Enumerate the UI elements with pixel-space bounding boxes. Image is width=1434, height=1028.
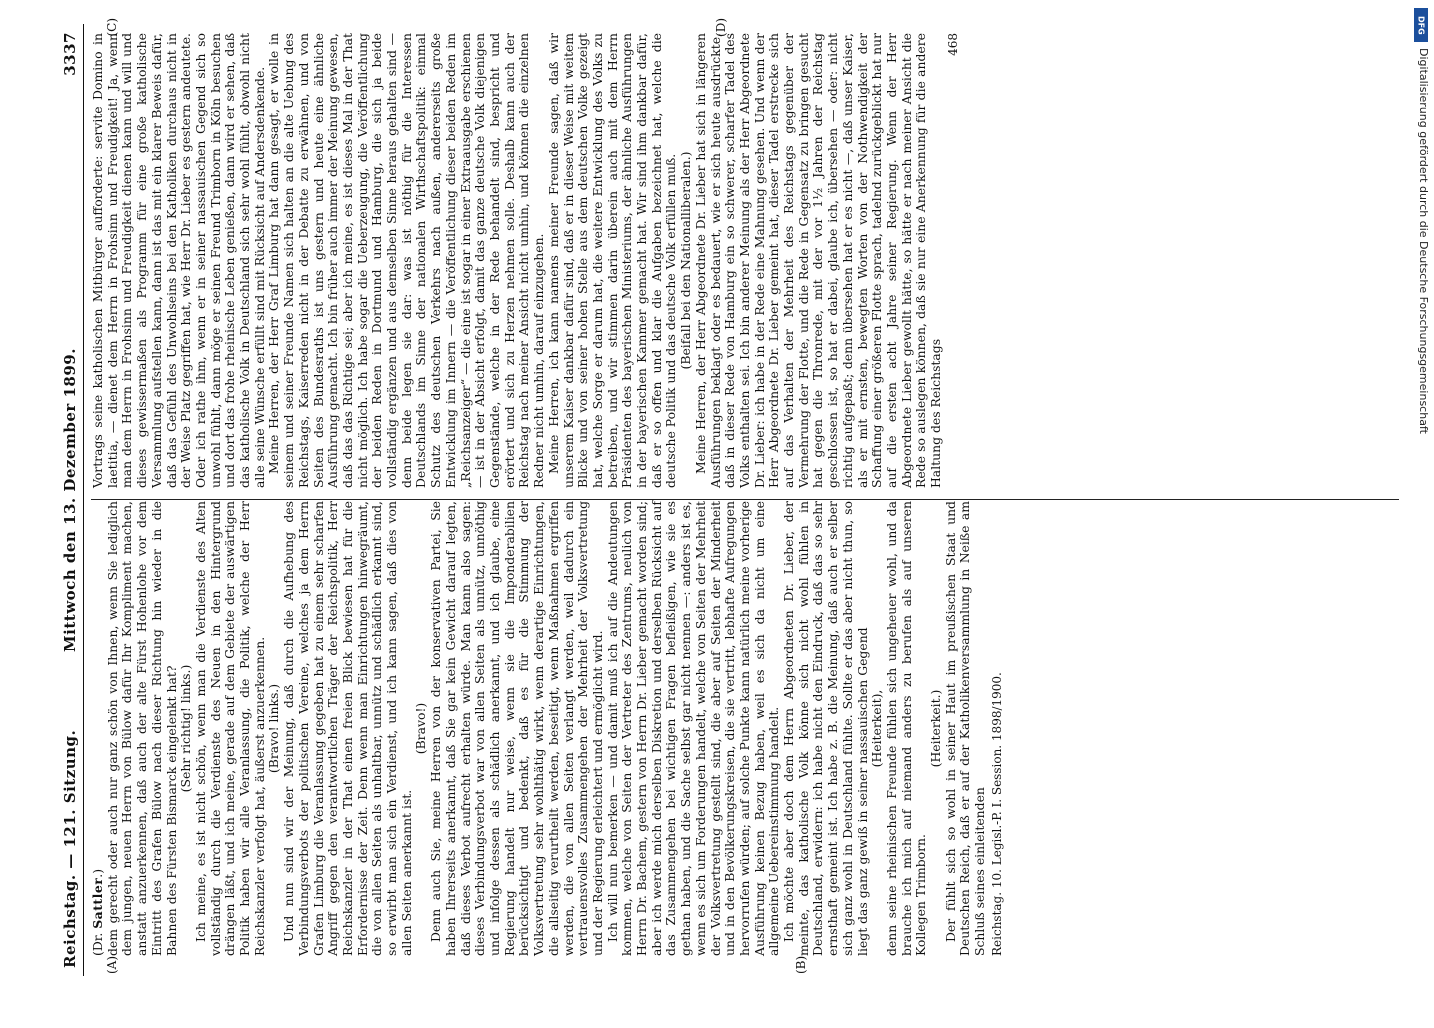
interjection: (Heiterkeit), bbox=[869, 689, 885, 768]
page-footer: Reichstag. 10. Legisl.-P. I. Session. 1898/1900. bbox=[989, 672, 1004, 956]
header-session: Reichstag. — 121. Sitzung. bbox=[61, 729, 79, 968]
header-rule bbox=[83, 24, 84, 976]
paragraph: denn seine rheinischen Freunde fühlen sich ungeheuer wohl, und da brauche ich mich auf niemand anders zu berufen als auf unseren Kollegen Trimborn. bbox=[883, 501, 929, 956]
margin-mark-b: (B) bbox=[794, 955, 808, 974]
newspaper-page bbox=[59, 18, 1399, 976]
paragraph: Vortrags seine katholischen Mitbürger aufforderte: servite Domino in laetitia, — dienet dem Herrn in Frohsinn und Freudigkeit! Ja, wenn man dem Herrn in Frohsinn und Freudigkeit dienen kann und will und dieses gewissermaßen als Programm für eine große katholische Versammlung aufstellen kann, dann ist das mit ein klarer Beweis dafür, daß das Gefühl des Unwohlseins bei den Katholiken durchaus nicht in der Weise Platz gegriffen hat, wie Herr Dr. Lieber es gestern andeutete. Oder ich rathe ihm, wenn er in seiner nassauischen Gegend sich so unwohl fühlt, dann möge er seinen Freund Trimborn in Köln besuchen und dort das frohe rheinische Leben genießen, dann wird er sehen, daß das katholische Volk in Deutschland sich sehr wohl fühlt, obwohl nicht alle seine Wünsche erfüllt sind mit Rücksicht auf Andersdenkende. bbox=[90, 33, 267, 488]
column-separator bbox=[91, 499, 1399, 500]
interjection: (Beifall bei den Nationalliberalen.) bbox=[678, 151, 694, 370]
digitization-sidebar bbox=[1408, 0, 1434, 1000]
speaker-suffix: .) bbox=[90, 868, 105, 878]
dfg-logo: DFG bbox=[1414, 8, 1428, 42]
paragraph: Meine Herren, der Herr Abgeordnete Dr. Lieber hat sich in längeren Ausführungen beklagt oder es bedauert, wie er sich heute ausdrückte, daß in dieser Rede von Hamburg ein so schwerer, scharfer Tadel des Volks enthalten sei. Ich bin anderer Meinung als der Herr Abgeordnete Dr. Lieber: ich habe in der Rede eine Mahnung gesehen. Und wenn der Herr Abgeordnete Dr. Lieber gemeint hat, dieser Tadel erstrecke sich auf das Verhalten der Mehrheit des Reichstags gegenüber der Vermehrung der Flotte, und die Rede in Gegensatz zu bringen gesucht hat gegen die Thronrede, mit der vor 1½ Jahren der Reichstag geschlossen ist, so hat er dabei, glaube ich, übersehen — oder: nicht richtig aufgepaßt; denn übersehen hat er es nicht —, daß unser Kaiser, als er mit ernsten, bewegten Worten von der Nothwendigkeit der Schaffung einer größeren Flotte sprach, tadelnd zurückgeblickt hat nur auf die ersten acht Jahre seiner Regierung. Wenn der Herr Abgeordnete Lieber gewollt hätte, so hätte er nach meiner Ansicht die Rede so auslegen können, daß sie nur eine Anerkennung für die andere Haltung des Reichstags bbox=[692, 33, 944, 488]
page-header bbox=[59, 24, 85, 976]
signature-mark: 468 bbox=[945, 33, 960, 56]
speaker-prefix: (Dr. bbox=[90, 928, 105, 956]
margin-mark-d: (D) bbox=[714, 18, 728, 37]
header-date: Mittwoch den 13. Dezember 1899. bbox=[61, 348, 79, 652]
interjection: (Bravo!) bbox=[413, 702, 429, 755]
digitization-credit: Digitalisierung gefördert durch die Deutsche Forschungsgemeinschaft bbox=[1417, 48, 1430, 434]
interjection: (Bravo! links.) bbox=[266, 683, 282, 774]
paragraph: Ich will nun bemerken — und damit muß ich auf die Andeutungen kommen, welche von Seiten der Vertreter des Zentrums, neulich von Herrn Dr. Bachem, gestern von Herrn Dr. Lieber gemacht worden sind; aber ich werde mich derselben Diskretion und derselben Rücksicht auf das Zusammengehen bei wichtigen Fragen befleißigen, wie sie es gethan haben, und die Sache selbst gar nicht nennen —: anders ist es, wenn es sich um Forderungen handelt, welche von Seiten der Mehrheit der Volksvertretung gestellt sind, die aber auf Seiten der Minderheit und in den Bevölkerungskreisen, die sie vertritt, lebhafte Aufregungen hervorrufen würden; auf solche Punkte kann natürlich meine vorherige Ausführung keinen Bezug haben, weil es sich da nicht um eine allgemeine Uebereinstimmung handelt. bbox=[604, 501, 782, 956]
paragraph: Ich möchte aber doch dem Herrn Abgeordneten Dr. Lieber, der meinte, das katholische Volk könne sich nicht wohl fühlen in Deutschland, erwidern: ich habe nicht den Eindruck, daß das so sehr ernsthaft gemeint ist. Ich habe z. B. die Meinung, daß auch er selber sich ganz wohl in Deutschland fühlte. Sollte er das aber nicht thun, so liegt das ganz gewiß in seiner nassauischen Gegend bbox=[781, 501, 870, 956]
paragraph: Meine Herren, der Herr Graf Limburg hat dann gesagt, er wolle in seinem und seiner Freunde Namen sich halten an die alte Uebung des Reichstags, Kaiserreden nicht in der Debatte zu erwähnen, und von Seiten des Bundesraths ist uns gestern und heute eine ähnliche Ausführung gemacht. Ich bin früher auch immer der Meinung gewesen, daß das das Richtige sei; aber ich meine, es ist dieses Mal in der That nicht möglich. Ich habe sogar die Ueberzeugung, die Veröffentlichung der beiden Reden in Dortmund und Hamburg, die sich ja beide vollständig ergänzen und aus demselben Sinne heraus gehalten sind — denn beide legen sie dar: was ist nöthig für die Interessen Deutschlands im Sinne der nationalen Wirthschaftspolitik: einmal Schutz des deutschen Verkehrs nach außen, andererseits große Entwicklung im Innern — die Veröffentlichung dieser beiden Reden im „Reichsanzeiger“ — die eine ist sogar in einer Extraausgabe erschienen — ist in der Absicht erfolgt, damit das ganze deutsche Volk diejenigen Gegenstände, welche in der Rede behandelt sind, bespricht und erörtert und sich zu Herzen nehmen solle. Deshalb kann auch der Reichstag nach meiner Ansicht nicht umhin, und können die einzelnen Redner nicht umhin, darauf einzugehen. bbox=[266, 33, 547, 488]
speaker-line bbox=[91, 501, 106, 956]
header-page-number: 3337 bbox=[61, 32, 79, 76]
margin-mark-a: (A) bbox=[105, 955, 119, 974]
paragraph: Der fühlt sich so wohl in seiner Haut im preußischen Staat und Deutschen Reich, daß er auf der Katholikenversammlung in Neiße am Schluß seines einleitenden bbox=[942, 501, 988, 956]
interjection: (Heiterkeit.) bbox=[928, 689, 944, 768]
speaker-name: Sattler bbox=[90, 877, 105, 929]
paragraph: Ich meine, es ist nicht schön, wenn man die Verdienste des Alten vollständig durch die Verdienste des Neuen in den Hintergrund drängen läßt, und ich meine, gerade auf dem Gebiete der auswärtigen Politik haben wir alle Veranlassung, die Politik, welche der Herr Reichskanzler verfolgt hat, äußerst anzuerkennen. bbox=[192, 501, 267, 956]
paragraph: Meine Herren, ich kann namens meiner Freunde sagen, daß wir unserem Kaiser dankbar dafür sind, daß er in dieser Weise mit weitem Blicke und von seiner hohen Stelle aus dem deutschen Volke gezeigt hat, welche Sorge er darum hat, die weitere Entwicklung des Volks zu betreiben, und wir stimmen darin überein auch mit dem Herrn Präsidenten des bayerischen Ministeriums, der ähnliche Ausführungen in der bayerischen Kammer gemacht hat. Wir sind ihm dankbar dafür, daß er so offen und klar die Aufgaben bezeichnet hat, welche die deutsche Politik und das deutsche Volk erfüllen muß. bbox=[545, 33, 679, 488]
paragraph: Und nun sind wir der Meinung, daß durch die Aufhebung des Verbindungsverbots der politischen Vereine, welches ja dem Herrn Grafen Limburg die Veranlassung gegeben hat zu einem sehr scharfen Angriff gegen den verantwortlichen Träger der Reichspolitik, Herr Reichskanzler in der That einen freien Blick bewiesen hat für die Erfordernisse der Zeit. Denn wenn man Einrichtungen hinwegräumt, die von allen Seiten als unhaltbar, unnütz und schädlich erkannt sind, so erwirbt man sich ein Verdienst, und ich kann sagen, daß dies von allen Seiten anerkannt ist. bbox=[281, 501, 414, 956]
interjection: (Sehr richtig! links.) bbox=[178, 664, 194, 793]
paragraph: Denn auch Sie, meine Herren von der konservativen Partei, Sie haben Ihrerseits anerkannt, daß Sie gar kein Gewicht darauf legten, daß dieses Verbot aufrecht erhalten würde. Man kann also sagen: dieses Verbindungsverbot war von allen Seiten als unnütz, unnöthig und infolge dessen als schädlich anerkannt, und ich glaube, eine Regierung handelt nur weise, wenn sie die Imponderabilien berücksichtigt und bedenkt, daß es für die Stimmung der Volksvertretung sehr wohlthätig wirkt, wenn derartige Einrichtungen, die allseitig verurtheilt werden, beseitigt, wenn Maßnahmen ergriffen werden, die von allen Seiten verlangt werden, weil dadurch ein vertrauensvolles Zusammengehen der Mehrheit der Volksvertretung und der Regierung erleichtert und ermöglicht wird. bbox=[428, 501, 605, 956]
margin-mark-c: (C) bbox=[105, 18, 119, 37]
left-column bbox=[91, 501, 1005, 956]
paragraph: dem gerecht oder auch nur ganz schön von Ihnen, wenn Sie lediglich dem jungen, neuen Herrn von Bülow dafür Ihr Kompliment machen, anstatt anzuerkennen, daß auch der alte Fürst Hohenlohe vor dem Eintritt des Grafen Bülow nach dieser Richtung hin wieder in die Bahnen des Fürsten Bismarck eingelenkt hat? bbox=[104, 501, 179, 956]
right-column bbox=[91, 33, 960, 488]
